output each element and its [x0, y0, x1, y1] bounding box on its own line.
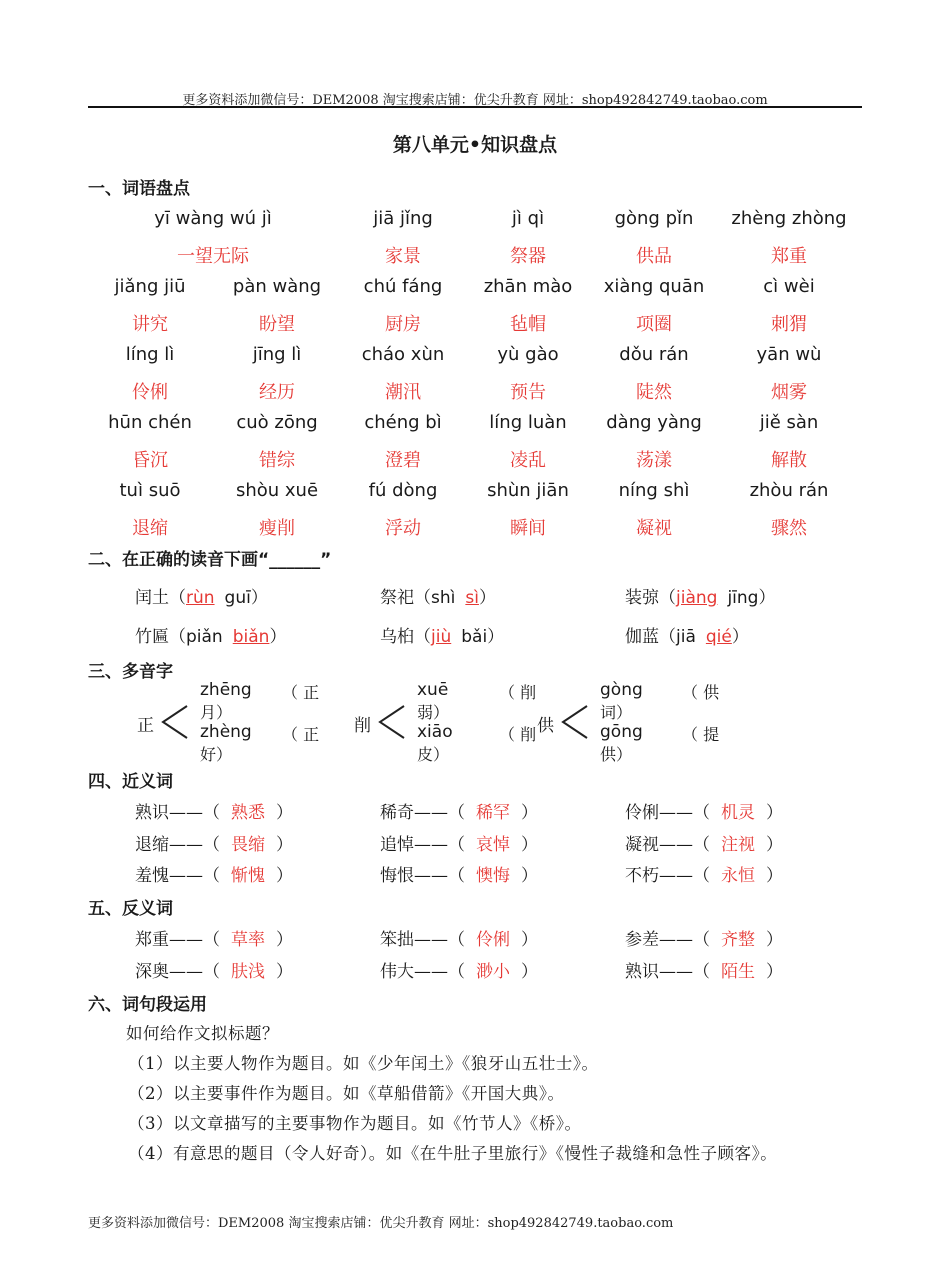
vocab-word: 错综: [259, 450, 295, 471]
vocab-pinyin: zhòu rán: [749, 480, 829, 501]
pair-dash: ——: [414, 835, 448, 855]
word-pair: [135, 925, 293, 950]
pair-dash: ——: [659, 930, 693, 950]
reading-option: shì: [431, 588, 456, 608]
pronunciation-item: [380, 622, 504, 647]
vocab-pinyin: hūn chén: [108, 412, 192, 433]
paren-open: （: [693, 930, 710, 950]
vocab-word: 浮动: [385, 518, 421, 539]
vocab-word: 退缩: [132, 518, 168, 539]
pair-dash: ——: [659, 866, 693, 886]
reading-option: jiā: [676, 627, 696, 647]
vocab-word: 荡漾: [636, 450, 672, 471]
paren-open: （: [448, 866, 465, 886]
vocab-pinyin: zhèng zhòng: [731, 208, 847, 229]
paren-close: ）: [731, 627, 749, 647]
vocab-pinyin: jiǎng jiū: [114, 276, 186, 297]
pair-word: 退缩: [135, 835, 169, 855]
vocab-word: 澄碧: [385, 450, 421, 471]
pair-answer: 陌生: [721, 962, 755, 982]
pair-word: 羞愧: [135, 866, 169, 886]
paren-close: ）: [766, 962, 783, 982]
word-pair: [135, 957, 293, 982]
paren-close: ）: [521, 835, 538, 855]
vocab-pinyin: xiàng quān: [603, 276, 705, 297]
pair-answer: 伶俐: [476, 930, 510, 950]
pair-dash: ——: [414, 803, 448, 823]
vocab-pinyin: cháo xùn: [361, 344, 445, 365]
paren-open: （: [203, 962, 220, 982]
pronunciation-item: [625, 583, 775, 608]
section5-heading: 五、反义词: [88, 899, 173, 919]
pair-word: 悔恨: [380, 866, 414, 886]
section6-line: （1）以主要人物作为题目。如《少年闰土》《狼牙山五壮士》。: [128, 1054, 599, 1073]
section1-heading: 一、词语盘点: [88, 179, 190, 199]
reading-option: piǎn: [186, 627, 223, 647]
section2-heading: 二、在正确的读音下画“______”: [88, 550, 332, 570]
pronunciation-word: 装弶: [625, 588, 659, 608]
paren-close: ）: [250, 588, 268, 608]
paren-open: （: [414, 588, 431, 608]
paren-close: ）: [521, 930, 538, 950]
pair-answer: 机灵: [721, 803, 755, 823]
page-footer: 更多资料添加微信号：DEM2008 淘宝搜索店铺：优尖升教育 网址：shop492842749.taobao.com: [88, 1216, 674, 1231]
pair-dash: ——: [414, 930, 448, 950]
pair-word: 不朽: [625, 866, 659, 886]
polyphone-reading: gòng: [600, 680, 643, 700]
reading-option: jīng: [727, 588, 759, 608]
pair-dash: ——: [659, 962, 693, 982]
page-header: 更多资料添加微信号：DEM2008 淘宝搜索店铺：优尖升教育 网址：shop492842749.taobao.com: [182, 93, 768, 108]
correct-reading: jiù: [431, 627, 452, 647]
pair-dash: ——: [169, 930, 203, 950]
pronunciation-word: 乌桕: [380, 627, 414, 647]
polyphone-example: （ 正: [282, 683, 320, 702]
paren-close: ）: [276, 835, 293, 855]
paren-open: （: [448, 962, 465, 982]
polyphone-example: 月）: [200, 703, 233, 722]
vocab-word: 经历: [259, 382, 295, 403]
pair-word: 稀奇: [380, 803, 414, 823]
pair-dash: ——: [659, 803, 693, 823]
page-title: 第八单元•知识盘点: [392, 134, 558, 156]
vocab-pinyin: shòu xuē: [235, 480, 319, 501]
pair-word: 郑重: [135, 930, 169, 950]
word-pair: [380, 798, 538, 823]
vocab-pinyin: yān wù: [756, 344, 822, 365]
vocab-pinyin: dàng yàng: [606, 412, 702, 433]
brace-icon: [159, 702, 191, 742]
vocab-pinyin: cuò zōng: [236, 412, 318, 433]
pair-answer: 注视: [721, 835, 755, 855]
vocab-word: 凌乱: [510, 450, 546, 471]
polyphone-example: 好）: [200, 745, 233, 764]
paren-open: （: [414, 627, 431, 647]
pair-dash: ——: [659, 835, 693, 855]
word-pair: [625, 830, 783, 855]
vocab-pinyin: jiě sàn: [759, 412, 819, 433]
pronunciation-word: 伽蓝: [625, 627, 659, 647]
correct-reading: sì: [465, 588, 479, 608]
word-pair: [625, 798, 783, 823]
paren-open: （: [693, 866, 710, 886]
pair-answer: 齐整: [721, 930, 755, 950]
pair-answer: 畏缩: [231, 835, 265, 855]
section3-heading: 三、多音字: [88, 662, 173, 682]
paren-close: ）: [521, 866, 538, 886]
vocab-pinyin: jīng lì: [252, 344, 302, 365]
correct-reading: jiàng: [676, 588, 718, 608]
vocab-word: 烟雾: [771, 382, 807, 403]
pair-dash: ——: [414, 866, 448, 886]
pair-dash: ——: [169, 962, 203, 982]
vocab-word: 瘦削: [259, 518, 295, 539]
paren-close: ）: [766, 866, 783, 886]
vocab-word: 刺猬: [771, 314, 807, 335]
polyphone-example: （ 削: [499, 683, 537, 702]
reading-option: guī: [224, 588, 251, 608]
vocab-word: 讲究: [132, 314, 168, 335]
polyphone-example: （ 供: [682, 683, 720, 702]
paren-open: （: [203, 930, 220, 950]
paren-close: ）: [487, 627, 505, 647]
pair-answer: 肤浅: [231, 962, 265, 982]
vocab-pinyin: tuì suō: [119, 480, 181, 501]
paren-close: ）: [521, 803, 538, 823]
paren-close: ）: [521, 962, 538, 982]
paren-open: （: [659, 588, 676, 608]
correct-reading: rùn: [186, 588, 215, 608]
vocab-word: 祭器: [510, 246, 546, 267]
section6-line: （4）有意思的题目（令人好奇）。如《在牛肚子里旅行》《慢性子裁缝和急性子顾客》。: [128, 1144, 778, 1163]
paren-open: （: [448, 803, 465, 823]
polyphone-reading: zhèng: [200, 722, 252, 742]
paren-open: （: [169, 588, 186, 608]
pair-word: 追悼: [380, 835, 414, 855]
pair-answer: 永恒: [721, 866, 755, 886]
paren-close: ）: [758, 588, 776, 608]
paren-open: （: [659, 627, 676, 647]
vocab-pinyin: pàn wàng: [232, 276, 322, 297]
paren-close: ）: [478, 588, 496, 608]
paren-close: ）: [276, 930, 293, 950]
vocab-word: 潮汛: [385, 382, 421, 403]
section4-heading: 四、近义词: [88, 772, 173, 792]
pronunciation-word: 竹匾: [135, 627, 169, 647]
vocab-pinyin: fú dòng: [368, 480, 438, 501]
pronunciation-item: [625, 622, 749, 647]
vocab-word: 解散: [771, 450, 807, 471]
brace-icon: [559, 702, 591, 742]
correct-reading: biǎn: [232, 627, 270, 647]
polyphone-reading: zhēng: [200, 680, 252, 700]
vocab-word: 伶俐: [132, 382, 168, 403]
paren-close: ）: [766, 835, 783, 855]
pair-word: 熟识: [135, 803, 169, 823]
brace-icon: [376, 702, 408, 742]
word-pair: [625, 861, 783, 886]
polyphone-example: 词）: [600, 703, 633, 722]
vocab-word: 项圈: [636, 314, 672, 335]
paren-open: （: [448, 930, 465, 950]
pair-answer: 渺小: [476, 962, 510, 982]
polyphone-example: （ 提: [682, 725, 720, 744]
polyphone-reading: xuē: [417, 680, 449, 700]
polyphone-example: （ 削: [499, 725, 537, 744]
pair-word: 凝视: [625, 835, 659, 855]
vocab-word: 一望无际: [177, 246, 249, 267]
section6-line: （3）以文章描写的主要事物作为题目。如《竹节人》《桥》。: [128, 1114, 582, 1133]
correct-reading: qié: [705, 627, 732, 647]
vocab-pinyin: shùn jiān: [487, 480, 569, 501]
pronunciation-word: 闰土: [135, 588, 169, 608]
pronunciation-item: [135, 622, 286, 647]
word-pair: [135, 830, 293, 855]
vocab-pinyin: níng shì: [618, 480, 690, 501]
vocab-word: 家景: [385, 246, 421, 267]
paren-close: ）: [766, 803, 783, 823]
paren-open: （: [203, 835, 220, 855]
pair-word: 伶俐: [625, 803, 659, 823]
pair-answer: 草率: [231, 930, 265, 950]
vocab-word: 盼望: [259, 314, 295, 335]
polyphone-reading: xiāo: [417, 722, 453, 742]
vocab-word: 骤然: [771, 518, 807, 539]
word-pair: [380, 957, 538, 982]
pair-answer: 哀悼: [476, 835, 510, 855]
paren-open: （: [448, 835, 465, 855]
vocab-pinyin: dǒu rán: [619, 344, 689, 365]
vocab-word: 毡帽: [510, 314, 546, 335]
pair-answer: 懊悔: [476, 866, 510, 886]
paren-open: （: [693, 803, 710, 823]
polyphone-example: 供）: [600, 745, 633, 764]
vocab-word: 瞬间: [510, 518, 546, 539]
polyphone-char: 正: [137, 716, 154, 736]
word-pair: [380, 830, 538, 855]
vocab-pinyin: jiā jǐng: [373, 208, 433, 229]
polyphone-example: （ 正: [282, 725, 320, 744]
section6-line: （2）以主要事件作为题目。如《草船借箭》《开国大典》。: [128, 1084, 565, 1103]
paren-open: （: [693, 835, 710, 855]
pair-dash: ——: [414, 962, 448, 982]
pair-word: 熟识: [625, 962, 659, 982]
paren-close: ）: [766, 930, 783, 950]
word-pair: [380, 861, 538, 886]
pair-dash: ——: [169, 866, 203, 886]
vocab-pinyin: chú fáng: [363, 276, 443, 297]
pair-dash: ——: [169, 835, 203, 855]
polyphone-char: 削: [354, 716, 371, 736]
vocab-pinyin: jì qì: [511, 208, 545, 229]
pair-word: 伟大: [380, 962, 414, 982]
header-divider: [88, 106, 862, 108]
vocab-pinyin: chéng bì: [364, 412, 442, 433]
reading-option: bǎi: [461, 627, 488, 647]
pair-word: 笨拙: [380, 930, 414, 950]
pair-word: 深奥: [135, 962, 169, 982]
vocab-word: 供品: [636, 246, 672, 267]
vocab-pinyin: líng luàn: [489, 412, 567, 433]
section6-heading: 六、词句段运用: [88, 995, 207, 1015]
vocab-word: 郑重: [771, 246, 807, 267]
paren-close: ）: [276, 866, 293, 886]
vocab-word: 昏沉: [132, 450, 168, 471]
pair-word: 参差: [625, 930, 659, 950]
vocab-word: 预告: [510, 382, 546, 403]
word-pair: [625, 925, 783, 950]
pair-answer: 熟悉: [231, 803, 265, 823]
vocab-pinyin: gòng pǐn: [614, 208, 694, 229]
vocab-pinyin: cì wèi: [763, 276, 815, 297]
vocab-pinyin: yù gào: [497, 344, 559, 365]
section6-question: 如何给作文拟标题？: [126, 1024, 279, 1043]
vocab-pinyin: líng lì: [125, 344, 175, 365]
paren-close: ）: [276, 803, 293, 823]
paren-open: （: [169, 627, 186, 647]
pronunciation-item: [380, 583, 496, 608]
polyphone-char: 供: [537, 716, 554, 736]
pair-answer: 稀罕: [476, 803, 510, 823]
word-pair: [380, 925, 538, 950]
paren-open: （: [203, 866, 220, 886]
word-pair: [135, 798, 293, 823]
vocab-word: 厨房: [385, 314, 421, 335]
paren-open: （: [203, 803, 220, 823]
vocab-word: 陡然: [636, 382, 672, 403]
pair-answer: 惭愧: [231, 866, 265, 886]
vocab-pinyin: yī wàng wú jì: [154, 208, 272, 229]
polyphone-reading: gōng: [600, 722, 643, 742]
pair-dash: ——: [169, 803, 203, 823]
polyphone-example: 弱）: [417, 703, 450, 722]
paren-close: ）: [269, 627, 287, 647]
polyphone-example: 皮）: [417, 745, 450, 764]
paren-close: ）: [276, 962, 293, 982]
word-pair: [135, 861, 293, 886]
paren-open: （: [693, 962, 710, 982]
pronunciation-item: [135, 583, 268, 608]
pronunciation-word: 祭祀: [380, 588, 414, 608]
vocab-pinyin: zhān mào: [483, 276, 573, 297]
vocab-word: 凝视: [636, 518, 672, 539]
word-pair: [625, 957, 783, 982]
